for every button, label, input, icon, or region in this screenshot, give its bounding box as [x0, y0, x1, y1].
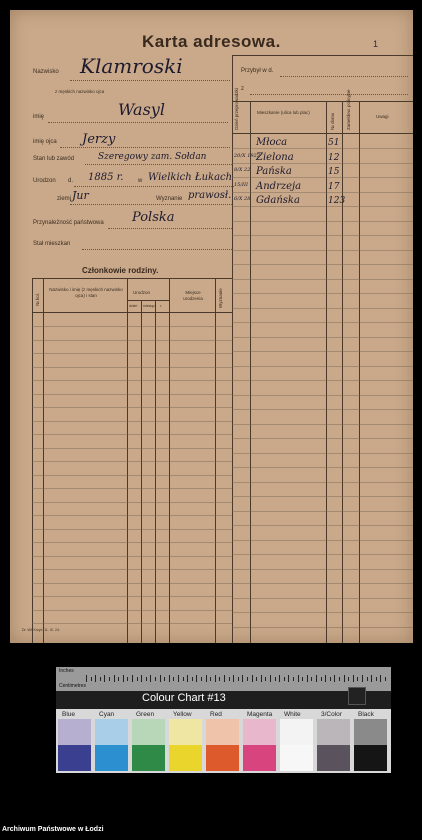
- swatch-bottom: [132, 745, 165, 771]
- address-house-no: 12: [328, 152, 340, 163]
- family-section-title: Członkowie rodziny.: [82, 266, 159, 275]
- label-imie-ojca: imię ojca: [33, 139, 57, 145]
- label-d: d.: [68, 178, 74, 184]
- swatch-bottom: [95, 745, 128, 771]
- address-street: Gdańska: [256, 195, 300, 206]
- ruler: [56, 667, 391, 691]
- label-przynaleznosc: Przynależność państwowa: [33, 220, 104, 226]
- header-move-date: Dzień przeprowadzki: [234, 88, 239, 130]
- value-urodzon-place: Wielkich Łukach: [148, 172, 233, 183]
- swatch-bottom: [280, 745, 313, 771]
- swatch-label: Magenta: [247, 711, 273, 718]
- label-wyznanie: Wyznanie: [156, 196, 183, 202]
- family-header-rok: r.: [160, 304, 162, 308]
- address-street: Andrzeja: [256, 180, 302, 192]
- swatch-top: [206, 719, 239, 745]
- label-nazwisko: Nazwisko: [33, 69, 59, 75]
- value-wyznanie: prawosł.: [188, 190, 232, 201]
- address-house-no: 17: [328, 181, 340, 192]
- header-residency: Zameldow. policyjne: [346, 89, 351, 130]
- archive-name: Archiwum Państwowe w Łodzi: [2, 826, 104, 833]
- label-urodzon: Urodzon: [33, 178, 56, 184]
- swatch-label: White: [284, 711, 301, 718]
- address-date: 6/X 28: [234, 196, 251, 202]
- swatch-label: Blue: [62, 711, 76, 718]
- swatch-top: [317, 719, 350, 745]
- header-street: Mieszkanie (ulica lub plac): [257, 110, 310, 115]
- label-stal-mieszkan: Stał mieszkan: [33, 241, 71, 247]
- label-imie: imię: [33, 114, 45, 120]
- print-footer: Dr. Wł. Krzyż. 11. IX. 24.: [22, 628, 60, 632]
- swatch-label: Red: [210, 711, 222, 718]
- ruler-inches-label: Inches: [59, 668, 74, 674]
- swatch-label: Black: [358, 711, 374, 718]
- header-notes: Uwagi: [376, 114, 389, 119]
- swatch-top: [132, 719, 165, 745]
- label-maiden: z męskich nazwisko ojca: [55, 89, 105, 94]
- label-ziemi: ziemi: [57, 196, 72, 202]
- address-date: 20/X 1922: [234, 152, 260, 159]
- family-header-urodzon: Urodzon: [133, 290, 151, 295]
- swatch-bottom: [243, 745, 276, 771]
- address-street: Młoca: [256, 137, 288, 148]
- colour-chart: [56, 667, 391, 773]
- address-house-no: 51: [328, 138, 340, 148]
- swatch-label: 3/Color: [321, 711, 342, 718]
- swatch-label: Yellow: [173, 711, 192, 718]
- swatch-top: [280, 719, 313, 745]
- swatch-top: [169, 719, 202, 745]
- card-title: Karta adresowa.: [142, 32, 281, 51]
- swatch-label: Green: [136, 711, 155, 718]
- swatch-top: [243, 719, 276, 745]
- label-stan-zawod: Stan lub zawód: [33, 156, 75, 162]
- label-z: z: [241, 86, 244, 92]
- family-header-miesiac: miesiąc: [143, 304, 155, 308]
- swatch-bottom: [58, 745, 91, 771]
- kodak-logo: [348, 687, 366, 705]
- address-street: Zielona: [256, 151, 294, 163]
- swatch-top: [95, 719, 128, 745]
- page-number: 1: [373, 39, 379, 49]
- family-header-dzien: dzień: [129, 304, 138, 308]
- value-imie: Wasyl: [118, 100, 165, 119]
- header-house-no: № domu: [330, 112, 335, 130]
- swatch-bottom: [169, 745, 202, 771]
- swatch-top: [354, 719, 387, 745]
- swatch-top: [58, 719, 91, 745]
- family-header-wyznanie: Wyznanie: [218, 288, 223, 308]
- value-ziemi: Jur: [72, 189, 89, 202]
- chart-title: Colour Chart #13: [142, 692, 226, 704]
- address-date: 15/III: [234, 181, 248, 188]
- label-przybyl: Przybył w d.: [241, 68, 274, 74]
- value-przynaleznosc: Polska: [132, 210, 175, 225]
- label-w: w: [138, 178, 143, 184]
- address-house-no: 123: [328, 196, 346, 206]
- value-stan-zawod: Szeregowy zam. Sołdan: [98, 152, 207, 162]
- address-street: Pańska: [256, 166, 292, 177]
- address-house-no: 15: [328, 167, 340, 177]
- family-header-lp: № kol.: [35, 292, 40, 306]
- ruler-cm-label: Centimetres: [59, 683, 86, 689]
- value-urodzon-date: 1885 r.: [88, 172, 124, 183]
- swatch-bottom: [354, 745, 387, 771]
- swatch-bottom: [317, 745, 350, 771]
- swatch-bottom: [206, 745, 239, 771]
- swatch-label: Cyan: [99, 711, 115, 718]
- value-nazwisko: Klamroski: [80, 54, 183, 78]
- family-header-name: Nazwisko i imię (z męskich nazwisko ojca) i stan: [49, 287, 123, 298]
- address-date: 8/X 22: [234, 167, 251, 173]
- family-header-miejsce: Miejsce urodzenia: [183, 290, 203, 301]
- value-imie-ojca: Jerzy: [82, 132, 116, 147]
- address-card: [10, 10, 413, 643]
